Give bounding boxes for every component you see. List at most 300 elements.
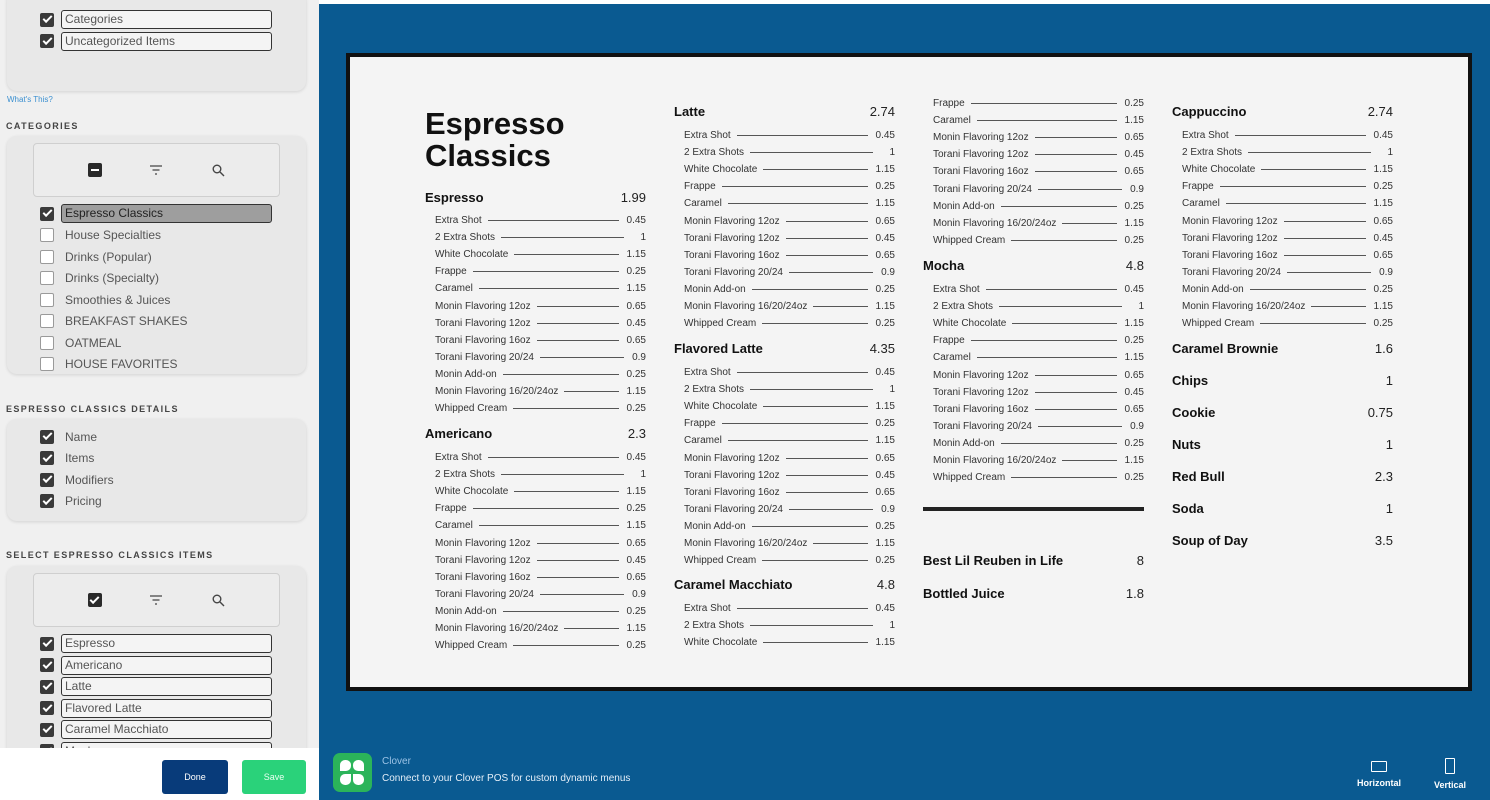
leader-line	[763, 169, 867, 170]
checkbox-row[interactable]	[40, 269, 159, 288]
checkbox-label: Espresso Classics	[61, 204, 272, 223]
leader-line	[537, 543, 619, 544]
leader-line	[786, 458, 868, 459]
leader-line	[737, 135, 868, 136]
modifier-name: Torani Flavoring 20/24	[933, 420, 1032, 432]
menu-item-name: Soda	[1172, 501, 1204, 516]
modifier-name: Monin Flavoring 16/20/24oz	[933, 455, 1057, 466]
menu-item-price: 2.3	[627, 426, 646, 441]
search-icon[interactable]	[204, 586, 232, 614]
leader-line	[750, 152, 873, 153]
done-button[interactable]: Done	[162, 760, 228, 794]
checkbox-checked[interactable]	[40, 207, 54, 221]
modifier-price: 1.15	[626, 520, 646, 532]
modifier-row	[684, 537, 895, 550]
modifier-name: 2 Extra Shots	[684, 620, 745, 632]
leader-line	[1035, 375, 1117, 376]
modifier-row	[933, 386, 1144, 399]
modifier-name: Extra Shot	[1182, 130, 1229, 141]
checkbox-unchecked[interactable]	[40, 250, 54, 264]
menu-item	[923, 553, 1144, 568]
checkbox-checked[interactable]	[40, 451, 54, 465]
leader-line	[971, 340, 1117, 341]
modifier-name: Torani Flavoring 12oz	[435, 554, 531, 566]
checkbox-unchecked[interactable]	[40, 357, 54, 371]
modifier-row	[1182, 249, 1393, 262]
leader-line	[752, 289, 868, 290]
leader-line	[479, 288, 619, 289]
modifier-row	[435, 502, 646, 515]
clover-title[interactable]: Clover	[382, 756, 411, 767]
modifier-row	[933, 334, 1144, 347]
modifier-row	[933, 114, 1144, 127]
leader-line	[1035, 154, 1117, 155]
modifier-price: 0.45	[626, 452, 646, 463]
menu-item-name: Caramel Brownie	[1172, 341, 1279, 356]
modifier-price: 0.65	[875, 486, 895, 498]
modifier-row	[684, 383, 895, 396]
leader-line	[737, 372, 868, 373]
checkbox-label: HOUSE FAVORITES	[65, 357, 178, 371]
checkbox-row[interactable]	[40, 470, 114, 489]
modifier-name: 2 Extra Shots	[1182, 147, 1243, 159]
checkbox-row[interactable]	[40, 204, 272, 223]
menu-item-name: Mocha	[923, 258, 965, 273]
modifier-price: 0.45	[875, 469, 895, 481]
modifier-row	[933, 200, 1144, 213]
leader-line	[977, 357, 1117, 358]
menu-item	[425, 426, 646, 441]
portrait-icon	[1445, 758, 1455, 774]
leader-line	[537, 323, 619, 324]
modifier-row	[933, 300, 1144, 313]
menu-item	[923, 586, 1144, 601]
leader-line	[537, 340, 619, 341]
modifier-price: 0.65	[626, 334, 646, 346]
select-items-heading: SELECT ESPRESSO CLASSICS ITEMS	[6, 550, 214, 560]
checkbox-row[interactable]	[40, 32, 272, 51]
modifier-name: Frappe	[1182, 181, 1214, 193]
leader-line	[786, 492, 868, 493]
modifier-row	[684, 180, 895, 193]
modifier-price: 1	[1387, 147, 1393, 159]
menu-item-price: 1.6	[1374, 341, 1393, 356]
menu-item	[674, 341, 895, 356]
modifier-price: 0.25	[626, 266, 646, 278]
leader-line	[564, 628, 618, 629]
modifier-name: White Chocolate	[435, 486, 509, 498]
modifier-row	[684, 417, 895, 430]
leader-line	[1011, 240, 1116, 241]
modifier-name: 2 Extra Shots	[933, 301, 994, 313]
modifier-price: 1.15	[1124, 318, 1144, 330]
modifier-row	[933, 403, 1144, 416]
modifier-name: Torani Flavoring 20/24	[684, 266, 783, 278]
leader-line	[473, 271, 619, 272]
modifier-row	[684, 300, 895, 313]
checkbox-checked[interactable]	[40, 658, 54, 672]
menu-item-price: 2.74	[869, 104, 895, 119]
menu-item-name: Americano	[425, 426, 493, 441]
modifier-name: Monin Flavoring 12oz	[684, 215, 780, 227]
checkbox-row[interactable]	[40, 634, 272, 653]
leader-line	[540, 594, 624, 595]
leader-line	[1284, 255, 1366, 256]
modifier-name: Torani Flavoring 20/24	[435, 588, 534, 600]
modifier-name: Extra Shot	[684, 603, 731, 614]
menu-item-price: 0.75	[1367, 405, 1393, 420]
leader-line	[1035, 171, 1117, 172]
menu-item-price: 1.8	[1125, 586, 1144, 601]
modifier-price: 0.45	[1373, 130, 1393, 141]
leader-line	[501, 474, 624, 475]
modifier-price: 0.25	[1124, 335, 1144, 347]
menu-item-price: 2.74	[1367, 104, 1393, 119]
modifier-name: Monin Flavoring 12oz	[933, 369, 1029, 381]
menu-item	[1172, 501, 1393, 516]
leader-line	[1038, 189, 1122, 190]
search-icon[interactable]	[204, 156, 232, 184]
modifier-name: White Chocolate	[684, 637, 758, 649]
modifier-row	[1182, 283, 1393, 296]
modifier-name: Monin Add-on	[435, 605, 497, 617]
modifier-row	[435, 248, 646, 261]
modifier-price: 1.15	[626, 283, 646, 295]
checkbox-checked[interactable]	[40, 473, 54, 487]
checkbox-checked[interactable]	[40, 494, 54, 508]
modifier-price: 1.15	[1124, 352, 1144, 364]
modifier-name: Monin Flavoring 12oz	[1182, 215, 1278, 227]
checkbox-row[interactable]	[40, 677, 272, 696]
modifier-name: Monin Add-on	[684, 520, 746, 532]
modifier-price: 0.45	[1373, 232, 1393, 244]
modifier-name: Caramel	[933, 115, 971, 127]
modifier-price: 0.45	[1124, 386, 1144, 398]
checkbox-row[interactable]	[40, 226, 161, 245]
modifier-price: 0.9	[881, 266, 895, 278]
modifier-row	[933, 369, 1144, 382]
modifier-name: Torani Flavoring 12oz	[933, 386, 1029, 398]
modifier-name: Monin Flavoring 12oz	[933, 132, 1029, 144]
modifier-price: 0.25	[1373, 318, 1393, 330]
modifier-price: 1.15	[875, 435, 895, 447]
leader-line	[971, 103, 1117, 104]
menu-preview-frame	[346, 53, 1472, 691]
leader-line	[750, 625, 873, 626]
modifier-name: Monin Add-on	[435, 368, 497, 380]
select-all-icon[interactable]	[81, 586, 109, 614]
modifier-row	[435, 402, 646, 415]
modifier-row	[435, 519, 646, 532]
leader-line	[786, 238, 868, 239]
modifier-price: 0.65	[626, 300, 646, 312]
filter-icon[interactable]	[142, 586, 170, 614]
checkbox-unchecked[interactable]	[40, 293, 54, 307]
modifier-price: 1.15	[875, 198, 895, 210]
top-strip	[319, 0, 1490, 4]
horizontal-orientation-button[interactable]	[1357, 758, 1401, 788]
leader-line	[789, 272, 873, 273]
modifier-price: 0.25	[1124, 234, 1144, 246]
leader-line	[1226, 203, 1366, 204]
checkbox-label: Caramel Macchiato	[61, 720, 272, 739]
leader-line	[722, 186, 868, 187]
checkbox-unchecked[interactable]	[40, 314, 54, 328]
modifier-name: Frappe	[435, 503, 467, 515]
leader-line	[977, 120, 1117, 121]
vertical-orientation-button[interactable]	[1434, 758, 1466, 790]
modifier-price: 0.9	[1130, 420, 1144, 432]
leader-line	[750, 389, 873, 390]
horizontal-label: Horizontal	[1357, 778, 1401, 788]
whats-this-link[interactable]: What's This?	[7, 95, 53, 104]
modifier-row	[435, 385, 646, 398]
modifier-row	[1182, 129, 1393, 142]
checkbox-checked[interactable]	[40, 13, 54, 27]
checkbox-checked[interactable]	[40, 34, 54, 48]
modifier-name: 2 Extra Shots	[435, 469, 496, 481]
modifier-price: 0.25	[626, 605, 646, 617]
menu-item-name: Chips	[1172, 373, 1209, 388]
leader-line	[763, 642, 867, 643]
checkbox-label: Categories	[61, 10, 272, 29]
checkbox-row[interactable]	[40, 427, 97, 446]
checkbox-label: OATMEAL	[65, 335, 122, 350]
modifier-row	[684, 636, 895, 649]
modifier-name: Torani Flavoring 20/24	[933, 183, 1032, 195]
modifier-row	[435, 639, 646, 652]
checkbox-row[interactable]	[40, 10, 272, 29]
leader-line	[813, 306, 867, 307]
leader-line	[999, 306, 1122, 307]
modifier-name: Torani Flavoring 16oz	[435, 334, 531, 346]
checkbox-row[interactable]	[40, 720, 272, 739]
items-toolbar	[33, 573, 280, 627]
checkbox-unchecked[interactable]	[40, 336, 54, 350]
leader-line	[1001, 206, 1117, 207]
modifier-row	[684, 520, 895, 533]
modifier-price: 1.15	[626, 623, 646, 634]
menu-item-price: 1	[1385, 501, 1393, 516]
modifier-price: 0.25	[626, 368, 646, 380]
modifier-price: 1.15	[626, 249, 646, 261]
modifier-price: 0.9	[1379, 266, 1393, 278]
leader-line	[1284, 221, 1366, 222]
checkbox-row[interactable]	[40, 333, 121, 352]
modifier-price: 0.65	[626, 537, 646, 549]
leader-line	[1311, 306, 1365, 307]
modifier-name: White Chocolate	[933, 318, 1007, 330]
modifier-name: Torani Flavoring 20/24	[435, 351, 534, 363]
modifier-price: 1.15	[875, 301, 895, 312]
leader-line	[752, 526, 868, 527]
modifier-name: Monin Flavoring 16/20/24oz	[1182, 301, 1306, 312]
leader-line	[514, 491, 618, 492]
modifier-row	[684, 469, 895, 482]
modifier-price: 0.25	[1124, 472, 1144, 484]
modifier-name: Torani Flavoring 12oz	[684, 232, 780, 244]
modifier-row	[435, 231, 646, 244]
checkbox-row[interactable]	[40, 449, 94, 468]
modifier-row	[435, 300, 646, 313]
modifier-price: 1	[640, 469, 646, 481]
modifier-row	[684, 163, 895, 176]
menu-item-name: Latte	[674, 104, 706, 119]
modifier-price: 0.25	[875, 418, 895, 430]
modifier-price: 0.25	[1373, 181, 1393, 193]
modifier-name: Monin Flavoring 16/20/24oz	[435, 623, 559, 634]
modifier-row	[933, 131, 1144, 144]
clover-logo-icon[interactable]	[333, 753, 372, 792]
modifier-name: Extra Shot	[435, 215, 482, 226]
modifier-name: Whipped Cream	[435, 403, 508, 415]
modifier-name: Frappe	[933, 335, 965, 347]
vertical-label: Vertical	[1434, 780, 1467, 790]
modifier-row	[684, 452, 895, 465]
modifier-price: 1.15	[626, 486, 646, 498]
checkbox-label: Smoothies & Juices	[65, 292, 171, 307]
leader-line	[537, 560, 619, 561]
modifier-name: White Chocolate	[1182, 164, 1256, 176]
modifier-price: 0.45	[875, 367, 895, 378]
modifier-name: Caramel	[1182, 198, 1220, 210]
modifier-row	[933, 351, 1144, 364]
modifier-row	[933, 217, 1144, 230]
modifier-row	[684, 554, 895, 567]
checkbox-row[interactable]	[40, 312, 188, 331]
checkbox-label: Items	[65, 451, 95, 465]
checkbox-row[interactable]	[40, 247, 152, 266]
modifier-price: 0.25	[875, 318, 895, 330]
checkbox-checked[interactable]	[40, 680, 54, 694]
modifier-row	[684, 249, 895, 262]
modifier-name: Frappe	[435, 266, 467, 278]
checkbox-row[interactable]	[40, 355, 177, 374]
modifier-name: Torani Flavoring 20/24	[684, 503, 783, 515]
leader-line	[737, 608, 868, 609]
filter-icon[interactable]	[142, 156, 170, 184]
modifier-row	[933, 148, 1144, 161]
checkbox-row[interactable]	[40, 699, 272, 718]
leader-line	[762, 560, 867, 561]
modifier-row	[684, 129, 895, 142]
modifier-name: Torani Flavoring 12oz	[435, 317, 531, 329]
modifier-price: 0.25	[1124, 98, 1144, 109]
modifier-price: 0.65	[626, 571, 646, 583]
modifier-row	[684, 619, 895, 632]
modifier-price: 0.45	[1124, 284, 1144, 295]
menu-item-name: Flavored Latte	[674, 341, 763, 356]
checkbox-label: Drinks (Popular)	[65, 249, 152, 264]
leader-line	[1260, 323, 1365, 324]
leader-line	[728, 203, 868, 204]
leader-line	[488, 457, 619, 458]
leader-line	[1248, 152, 1371, 153]
leader-line	[513, 408, 618, 409]
checkbox-label: Drinks (Specialty)	[65, 271, 160, 285]
clover-subtitle[interactable]: Connect to your Clover POS for custom dynamic menus	[382, 773, 631, 784]
modifier-name: Whipped Cream	[933, 234, 1006, 246]
modifier-row	[933, 165, 1144, 178]
checkbox-checked[interactable]	[40, 430, 54, 444]
modifier-price: 0.25	[875, 520, 895, 532]
modifier-price: 0.45	[875, 603, 895, 614]
modifier-name: Whipped Cream	[684, 318, 757, 330]
modifier-row	[933, 454, 1144, 467]
modifier-row	[435, 451, 646, 464]
leader-line	[728, 440, 868, 441]
modifier-name: Caramel	[435, 520, 473, 532]
modifier-price: 1.15	[626, 386, 646, 397]
checkbox-checked[interactable]	[40, 637, 54, 651]
modifier-name: Torani Flavoring 16oz	[933, 166, 1029, 178]
modifier-price: 0.65	[1373, 215, 1393, 227]
checkbox-checked[interactable]	[40, 701, 54, 715]
leader-line	[722, 423, 868, 424]
menu-item-name: Nuts	[1172, 437, 1201, 452]
modifier-row	[933, 234, 1144, 247]
leader-line	[786, 255, 868, 256]
modifier-row	[933, 471, 1144, 484]
checkbox-unchecked[interactable]	[40, 271, 54, 285]
menu-item	[674, 577, 895, 592]
menu-item	[923, 258, 1144, 273]
leader-line	[1035, 137, 1117, 138]
menu-item-price: 8	[1136, 553, 1144, 568]
checkbox-checked[interactable]	[40, 723, 54, 737]
modifier-name: Monin Flavoring 16/20/24oz	[684, 301, 808, 312]
modifier-row	[933, 437, 1144, 450]
checkbox-label: Flavored Latte	[61, 699, 272, 718]
modifier-row	[1182, 266, 1393, 279]
landscape-icon	[1371, 761, 1387, 772]
menu-item-price: 4.8	[1125, 258, 1144, 273]
modifier-row	[435, 368, 646, 381]
modifier-row	[435, 571, 646, 584]
checkbox-row[interactable]	[40, 290, 170, 309]
checkbox-row[interactable]	[40, 492, 102, 511]
leader-line	[514, 254, 618, 255]
modifier-row	[684, 232, 895, 245]
deselect-all-icon[interactable]	[81, 156, 109, 184]
leader-line	[540, 357, 624, 358]
checkbox-unchecked[interactable]	[40, 228, 54, 242]
modifier-row	[684, 503, 895, 516]
modifier-name: Torani Flavoring 12oz	[684, 469, 780, 481]
menu-item-price: 3.5	[1374, 533, 1393, 548]
modifier-row	[435, 554, 646, 567]
modifier-row	[684, 400, 895, 413]
modifier-name: Torani Flavoring 12oz	[1182, 232, 1278, 244]
leader-line	[762, 323, 867, 324]
checkbox-row[interactable]	[40, 656, 272, 675]
checkbox-label: House Specialties	[65, 228, 162, 242]
modifier-price: 0.65	[875, 249, 895, 261]
leader-line	[1250, 289, 1366, 290]
checkbox-label: Name	[65, 429, 98, 444]
leader-line	[1001, 443, 1117, 444]
modifier-name: Monin Flavoring 16/20/24oz	[933, 217, 1057, 229]
modifier-name: Caramel	[435, 283, 473, 295]
modifier-row	[684, 317, 895, 330]
modifier-price: 0.9	[632, 588, 646, 600]
modifier-price: 0.25	[875, 283, 895, 295]
modifier-row	[435, 537, 646, 550]
save-button[interactable]: Save	[242, 760, 306, 794]
sidebar	[0, 0, 319, 800]
modifier-name: Monin Add-on	[933, 200, 995, 212]
modifier-price: 1.15	[1124, 455, 1144, 466]
